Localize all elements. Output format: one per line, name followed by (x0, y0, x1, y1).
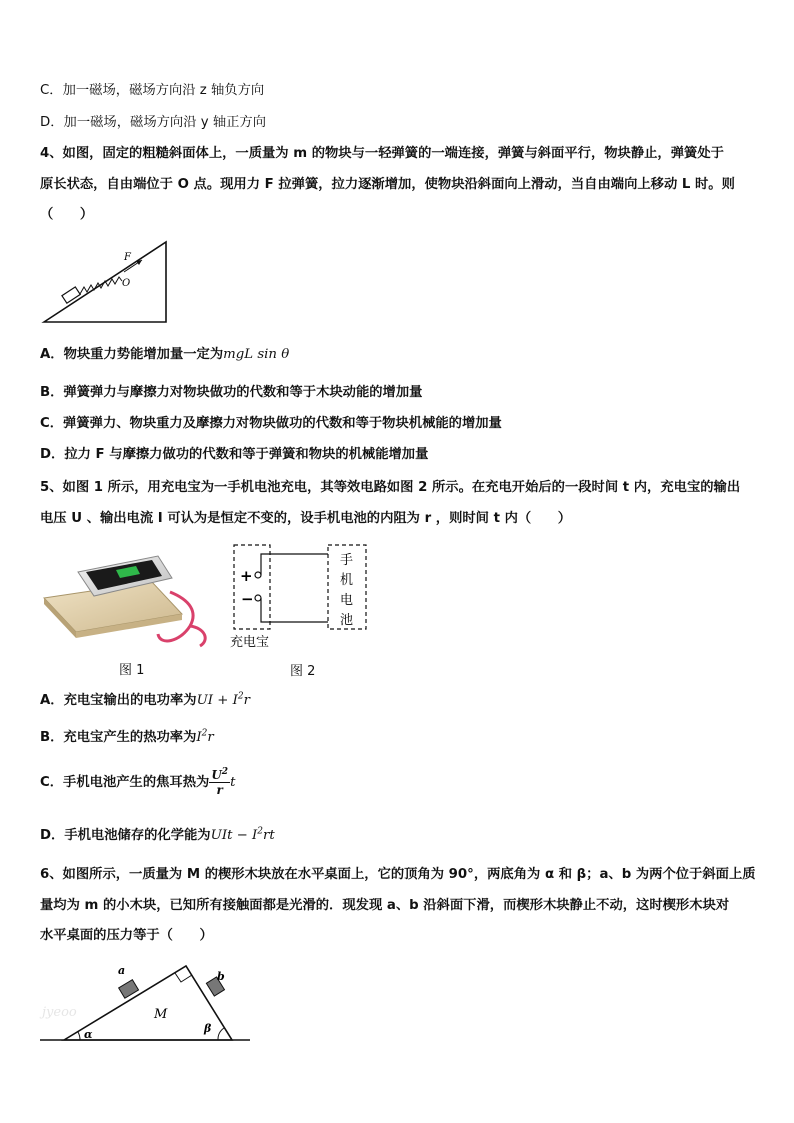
q4-label-f: F (124, 252, 131, 263)
q4-option-c: C．弹簧弹力、物块重力及摩擦力对物块做功的代数和等于物块机械能的增加量 (40, 416, 502, 431)
q6-label-b: b (217, 970, 225, 983)
q5-option-c-numerator: $U^2$ (211, 766, 229, 782)
q6-watermark: jyeoo (42, 1005, 77, 1020)
q4-option-a-math: mgL sin θ (223, 347, 290, 362)
q5-option-b-tail: r (207, 730, 214, 745)
q5-option-b-text: B．充电宝产生的热功率为 (40, 730, 197, 745)
q4-option-b: B．弹簧弹力与摩擦力对物块做功的代数和等于木块动能的增加量 (40, 385, 423, 400)
q5-stem-line2: 电压 U 、输出电流 I 可认为是恒定不变的，设手机电池的内阻为 r ，则时间 t 内（ ） (40, 511, 572, 526)
q5-option-d-math: UIt − I (210, 828, 258, 843)
q5-option-d-tail: rt (263, 828, 275, 843)
q6-stem-line1: 6、如图所示，一质量为 M 的楔形木块放在水平桌面上，它的顶角为 90°，两底角为 α 和 β；a、b 为两个位于斜面上质 (40, 867, 756, 882)
q5-figure2-caption: 图 2 (290, 664, 316, 679)
q4-incline-figure (40, 236, 175, 328)
q5-option-d-text: D．手机电池储存的化学能为 (40, 828, 211, 843)
q5-option-a-text: A．充电宝输出的电功率为 (40, 693, 197, 708)
q5-option-c-denominator: r (216, 782, 223, 797)
q5-option-a-exp: 2 (237, 691, 244, 702)
q5-plus-terminal: + (240, 567, 253, 585)
q5-battery-char-3: 电 (340, 593, 354, 608)
q5-option-b-exp: 2 (201, 728, 208, 739)
q5-option-b (40, 729, 758, 747)
q5-option-b-math: I (196, 730, 202, 745)
q4-stem-line2: 原长状态，自由端位于 O 点。现用力 F 拉弹簧，拉力逐渐增加，使物块沿斜面向上滑动，当自由端向上移动 L 时。则 (40, 177, 735, 192)
q5-stem-line1: 5、如图 1 所示，用充电宝为一手机电池充电，其等效电路如图 2 所示。在充电开始后的一段时间 t 内，充电宝的输出 (40, 480, 741, 495)
q5-battery-char-1: 手 (340, 553, 354, 568)
q4-option-a-text: A．物块重力势能增加量一定为 (40, 347, 224, 362)
q4-stem-line3: （ ） (40, 207, 94, 222)
q6-stem-line2: 量均为 m 的小木块，已知所有接触面都是光滑的．现发现 a、b 沿斜面下滑，而楔形木块静止不动，这时楔形木块对 (40, 898, 730, 913)
q5-option-c-fraction (209, 768, 230, 797)
q3-option-d: D．加一磁场，磁场方向沿 y 轴正方向 (40, 115, 267, 130)
q5-option-c (40, 766, 758, 800)
q5-option-a-math: UI + I (196, 693, 238, 708)
q4-stem-line1: 4、如图，固定的粗糙斜面体上，一质量为 m 的物块与一轻弹簧的一端连接，弹簧与斜面平行，物块静止，弹簧处于 (40, 146, 724, 161)
q5-option-a-tail: r (243, 693, 250, 708)
q5-charger-label: 充电宝 (230, 635, 270, 650)
q5-figure2-circuit (228, 542, 373, 652)
q4-option-a (40, 346, 758, 364)
q5-figure1-powerbank-photo (40, 542, 215, 654)
q5-minus-terminal: − (241, 590, 254, 608)
q5-option-d-exp: 2 (257, 826, 263, 837)
q6-wedge-figure (36, 958, 256, 1048)
q3-option-c: C．加一磁场，磁场方向沿 z 轴负方向 (40, 83, 265, 98)
q5-option-c-tail: t (230, 775, 236, 790)
q6-stem-line3: 水平桌面的压力等于（ ） (40, 928, 213, 943)
q5-figure1-caption: 图 1 (119, 663, 145, 678)
q6-label-a: a (118, 964, 126, 977)
q4-option-d: D．拉力 F 与摩擦力做功的代数和等于弹簧和物块的机械能增加量 (40, 447, 429, 462)
q6-label-m: M (154, 1007, 168, 1022)
q6-label-alpha: α (84, 1028, 93, 1041)
q5-option-c-text: C．手机电池产生的焦耳热为 (40, 775, 210, 790)
q5-option-a (40, 692, 758, 710)
q5-battery-char-4: 池 (340, 613, 354, 628)
q5-option-d (40, 827, 758, 845)
q6-label-beta: β (204, 1022, 212, 1035)
q4-label-o: O (122, 278, 131, 289)
q5-battery-char-2: 机 (340, 573, 354, 588)
